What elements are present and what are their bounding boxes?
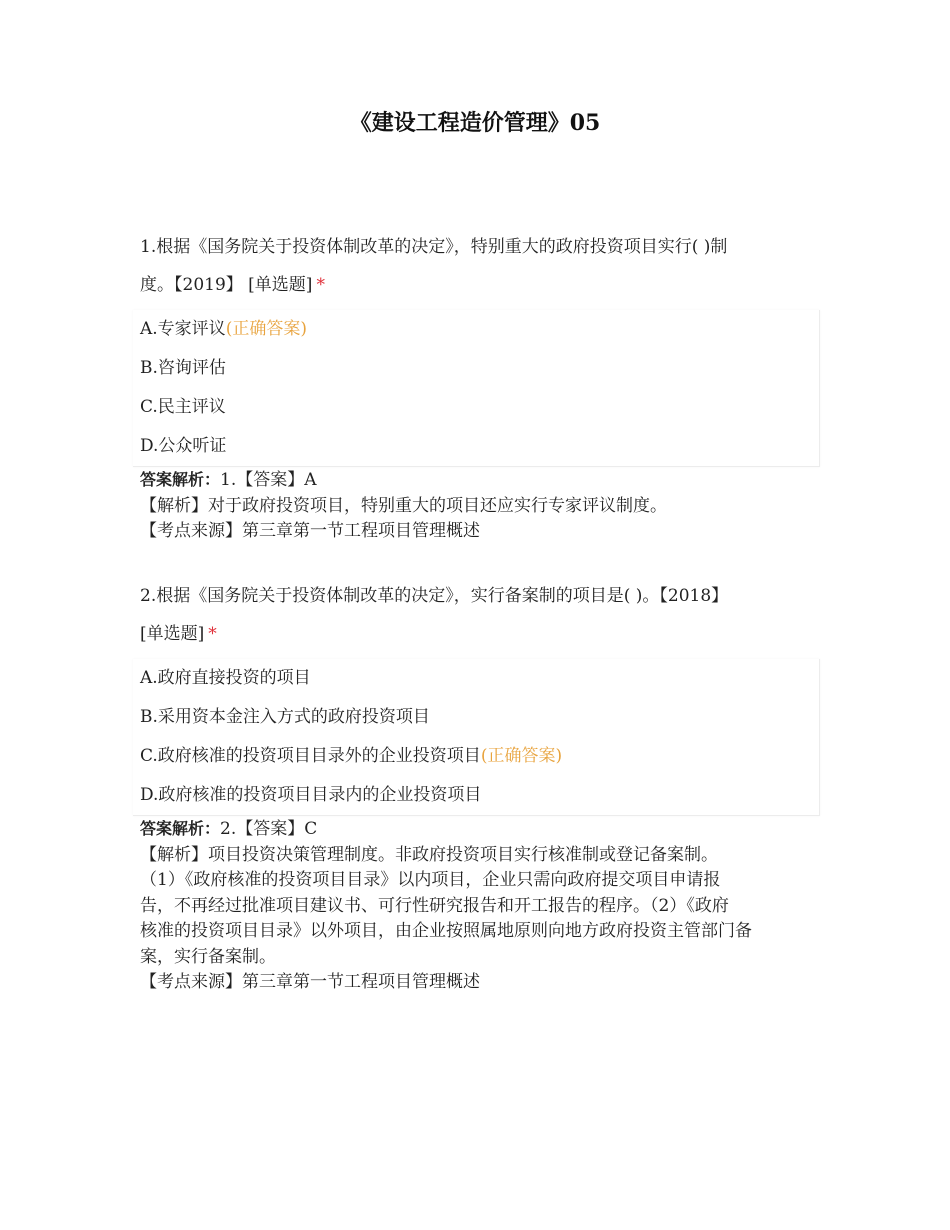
question-stem-line: [140, 615, 810, 653]
question-stem-text: 度。【2019】 [单选题]: [140, 275, 313, 295]
answer-analysis-1: [140, 467, 820, 545]
option-a[interactable]: [133, 310, 819, 349]
option-b[interactable]: [133, 698, 819, 737]
analysis-answer: 2.【答案】C: [220, 819, 318, 839]
analysis-answer-line: [140, 467, 820, 494]
question-stem-line: [140, 266, 810, 304]
question-stem-line: 2.根据《国务院关于投资体制改革的决定》，实行备案制的项目是( )。【2018】: [140, 586, 729, 606]
option-text: A.专家评议: [140, 319, 226, 339]
question-stem-text: [单选题]: [140, 624, 205, 644]
analysis-line: 【解析】对于政府投资项目，特别重大的项目还应实行专家评议制度。: [140, 495, 667, 516]
analysis-line: 核准的投资项目目录》以外项目，由企业按照属地原则向地方政府投资主管部门备: [140, 921, 752, 941]
option-text: D.公众听证: [140, 436, 227, 456]
question-stem-line: 1.根据《国务院关于投资体制改革的决定》，特别重大的政府投资项目实行( )制: [140, 237, 728, 257]
correct-answer-tag: (正确答案): [225, 319, 307, 339]
analysis-line: 【解析】项目投资决策管理制度。非政府投资项目实行核准制或登记备案制。: [140, 844, 718, 865]
option-text: D.政府核准的投资项目目录内的企业投资项目: [140, 785, 482, 805]
option-c[interactable]: [133, 388, 819, 427]
options-list-2: [133, 659, 820, 816]
correct-answer-tag: (正确答案): [480, 746, 563, 766]
analysis-answer-line: [140, 816, 820, 843]
option-d[interactable]: [133, 427, 819, 466]
analysis-label: 答案解析：: [140, 819, 221, 838]
analysis-line: 告，不再经过批准项目建议书、可行性研究报告和开工报告的程序。（2）《政府: [140, 895, 729, 916]
option-text: A.政府直接投资的项目: [140, 668, 311, 688]
option-a[interactable]: [133, 659, 819, 698]
analysis-line: 【考点来源】第三章第一节工程项目管理概述: [140, 521, 480, 541]
question-stem-1: [140, 228, 810, 304]
option-text: C.政府核准的投资项目目录外的企业投资项目: [140, 746, 481, 766]
analysis-line: 【考点来源】第三章第一节工程项目管理概述: [140, 972, 480, 992]
question-stem-2: [140, 577, 810, 653]
option-b[interactable]: [133, 349, 819, 388]
option-text: B.采用资本金注入方式的政府投资项目: [140, 707, 430, 727]
option-text: B.咨询评估: [140, 358, 226, 378]
option-c[interactable]: [133, 737, 819, 776]
page-title: 《建设工程造价管理》05: [349, 110, 601, 136]
option-text: C.民主评议: [140, 397, 226, 417]
required-mark: *: [208, 624, 217, 644]
answer-analysis-2: [140, 816, 820, 996]
analysis-label: 答案解析：: [140, 470, 221, 489]
option-d[interactable]: [133, 776, 819, 815]
analysis-line: 案，实行备案制。: [140, 946, 276, 967]
required-mark: *: [316, 275, 325, 295]
analysis-line: （1）《政府核准的投资项目目录》以内项目，企业只需向政府提交项目申请报: [140, 870, 721, 890]
analysis-answer: 1.【答案】A: [220, 470, 317, 490]
options-list-1: [133, 310, 820, 467]
